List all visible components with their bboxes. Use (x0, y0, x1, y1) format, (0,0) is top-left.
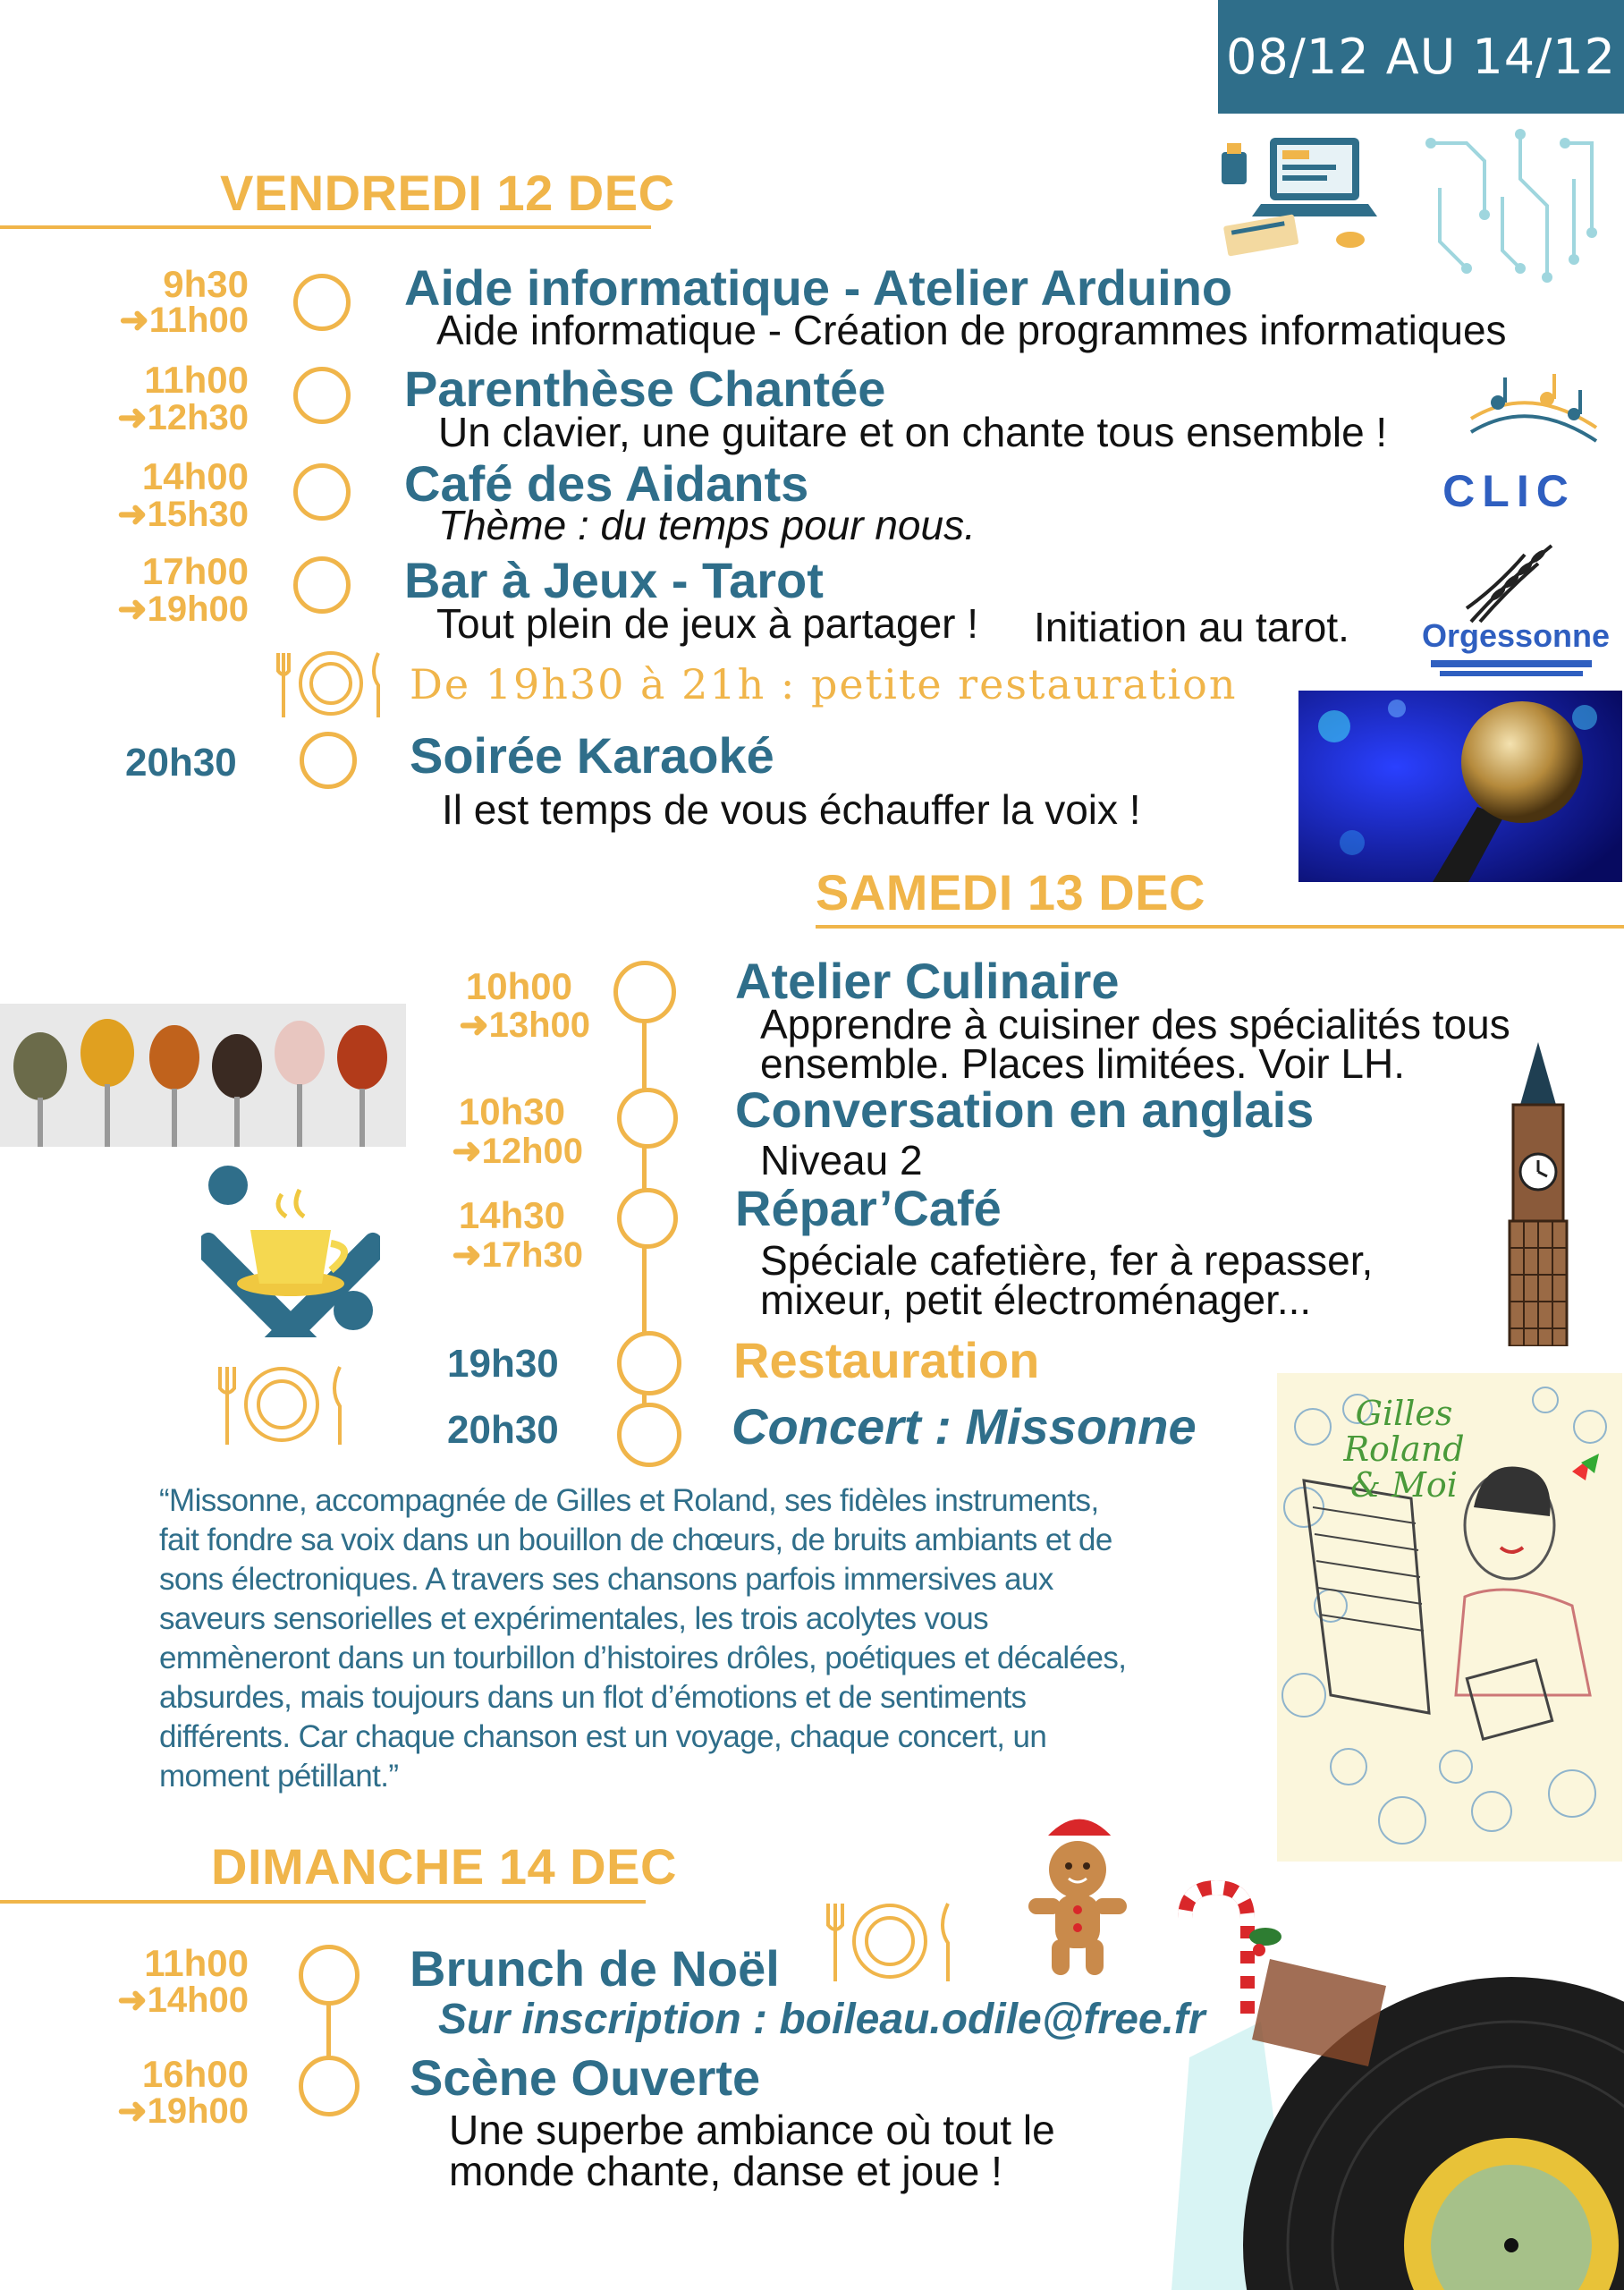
saturday-heading: SAMEDI 13 DEC (816, 864, 1205, 920)
timeline-circle (293, 463, 351, 521)
concert-quote (159, 1481, 1259, 1796)
event-registration: Sur inscription : boileau.odile@free.fr (438, 1996, 1205, 2043)
quote-line: saveurs sensorielles et expérimentales, les trois acolytes vous (159, 1601, 989, 1636)
microphone-photo (1298, 691, 1622, 882)
timeline-circle (293, 274, 351, 331)
timeline-circle (613, 961, 676, 1023)
timeline-circle (300, 732, 357, 789)
restauration-info: De 19h30 à 21h : petite restauration (410, 660, 1238, 708)
event-title: Conversation en anglais (735, 1081, 1315, 1138)
music-notes-icon (1467, 365, 1601, 454)
circuit-illustration (1413, 125, 1610, 295)
timeline-circle (617, 1188, 678, 1249)
spices-photo (0, 1004, 406, 1147)
event-start-time: 9h30 (163, 263, 249, 305)
event-time: 20h30 (447, 1408, 559, 1452)
event-description: Thème : du temps pour nous. (438, 502, 976, 548)
event-end-time: ➜12h00 (452, 1132, 583, 1171)
event-start-time: 16h00 (141, 2053, 249, 2095)
event-start-time: 14h30 (458, 1194, 565, 1236)
event-title: Atelier Culinaire (735, 953, 1120, 1009)
quote-line: sons électroniques. A travers ses chansons parfois immersives aux (159, 1562, 1053, 1597)
timeline-circle (299, 2056, 359, 2116)
timeline-circle (617, 1403, 681, 1467)
event-description: Il est temps de vous échauffer la voix ! (442, 786, 1141, 833)
event-start-time: 17h00 (141, 550, 249, 592)
poster-title: Gilles Roland & Moi (1343, 1394, 1465, 1505)
event-title: Répar’Café (735, 1180, 1002, 1236)
vinyl-record-illustration (1154, 1959, 1624, 2290)
big-ben-icon (1493, 1042, 1583, 1346)
repair-cafe-icon (201, 1158, 380, 1337)
clic-logo-name: Orgessonne (1422, 617, 1611, 654)
event-description: Niveau 2 (760, 1137, 923, 1183)
timeline-circle (293, 556, 351, 614)
event-end-time: ➜14h00 (117, 1980, 249, 2020)
event-end-time: ➜19h00 (117, 2091, 249, 2131)
event-title: Aide informatique - Atelier Arduino (404, 259, 1233, 316)
week-banner: 08/12 AU 14/12 (1218, 0, 1624, 114)
event-end-time: ➜17h30 (452, 1235, 583, 1275)
computer-illustration (1216, 134, 1377, 259)
friday-rule (0, 225, 651, 229)
quote-line: “Missonne, accompagnée de Gilles et Roland, ses fidèles instruments, (159, 1483, 1099, 1518)
event-title: Concert : Missonne (732, 1398, 1197, 1455)
event-title: Scène Ouverte (410, 2049, 761, 2106)
plate-cutlery-icon (273, 646, 389, 721)
event-title: Parenthèse Chantée (404, 360, 886, 417)
event-time: 20h30 (125, 741, 237, 785)
event-start-time: 10h30 (458, 1090, 565, 1132)
quote-line: moment pétillant.” (159, 1759, 399, 1794)
plate-cutlery-icon (823, 1896, 957, 1986)
quote-line: fait fondre sa voix dans un bouillon de chœurs, de bruits ambiants et de (159, 1522, 1112, 1557)
quote-line: différents. Car chaque chanson est un voyage, chaque concert, un (159, 1719, 1047, 1754)
quote-line: emmèneront dans un tourbillon d’histoires drôles, poétiques et décalées, (159, 1641, 1127, 1675)
sunday-heading: DIMANCHE 14 DEC (211, 1838, 677, 1895)
event-title: Soirée Karaoké (410, 727, 774, 784)
event-description: ensemble. Places limitées. Voir LH. (760, 1040, 1405, 1087)
timeline-circle (293, 367, 351, 424)
timeline-circle (299, 1945, 359, 2006)
event-title: Restauration (733, 1332, 1040, 1388)
clic-logo-bar (1431, 660, 1592, 667)
clic-logo-bar (1440, 671, 1583, 676)
event-start-time: 14h00 (141, 455, 249, 497)
event-description: Tout plein de jeux à partager ! (436, 600, 979, 647)
event-start-time: 11h00 (144, 359, 249, 401)
clic-logo-text: CLIC (1442, 466, 1576, 516)
event-end-time: ➜12h30 (117, 398, 249, 437)
friday-heading: VENDREDI 12 DEC (220, 165, 675, 221)
event-start-time: 10h00 (465, 965, 572, 1007)
event-title: Café des Aidants (404, 455, 809, 512)
timeline-circle (617, 1088, 678, 1149)
event-time: 19h30 (447, 1342, 559, 1386)
plate-cutlery-icon (215, 1360, 349, 1449)
event-title: Bar à Jeux - Tarot (404, 552, 824, 608)
event-description: Une superbe ambiance où tout le (449, 2107, 1055, 2153)
event-description-extra: Initiation au tarot. (1034, 604, 1349, 650)
event-description: Aide informatique - Création de programmes informatiques (436, 307, 1507, 353)
event-description: mixeur, petit électroménager... (760, 1276, 1312, 1323)
wheat-logo-icon (1453, 537, 1561, 626)
event-description: Apprendre à cuisiner des spécialités tous (760, 1001, 1510, 1047)
event-start-time: 11h00 (144, 1942, 249, 1984)
event-end-time: ➜11h00 (119, 301, 249, 340)
timeline-circle (617, 1331, 681, 1395)
event-end-time: ➜15h30 (117, 495, 249, 534)
quote-line: absurdes, mais toujours dans un flot d’émotions et de sentiments (159, 1680, 1027, 1715)
event-description: monde chante, danse et joue ! (449, 2148, 1002, 2194)
event-description: Spéciale cafetière, fer à repasser, (760, 1237, 1374, 1284)
saturday-rule (816, 925, 1624, 929)
sunday-rule (0, 1900, 646, 1904)
gingerbread-icon (1019, 1798, 1136, 1977)
event-end-time: ➜19h00 (117, 589, 249, 629)
event-end-time: ➜13h00 (459, 1005, 590, 1045)
event-title: Brunch de Noël (410, 1940, 780, 1997)
event-description: Un clavier, une guitare et on chante tous ensemble ! (438, 409, 1388, 455)
